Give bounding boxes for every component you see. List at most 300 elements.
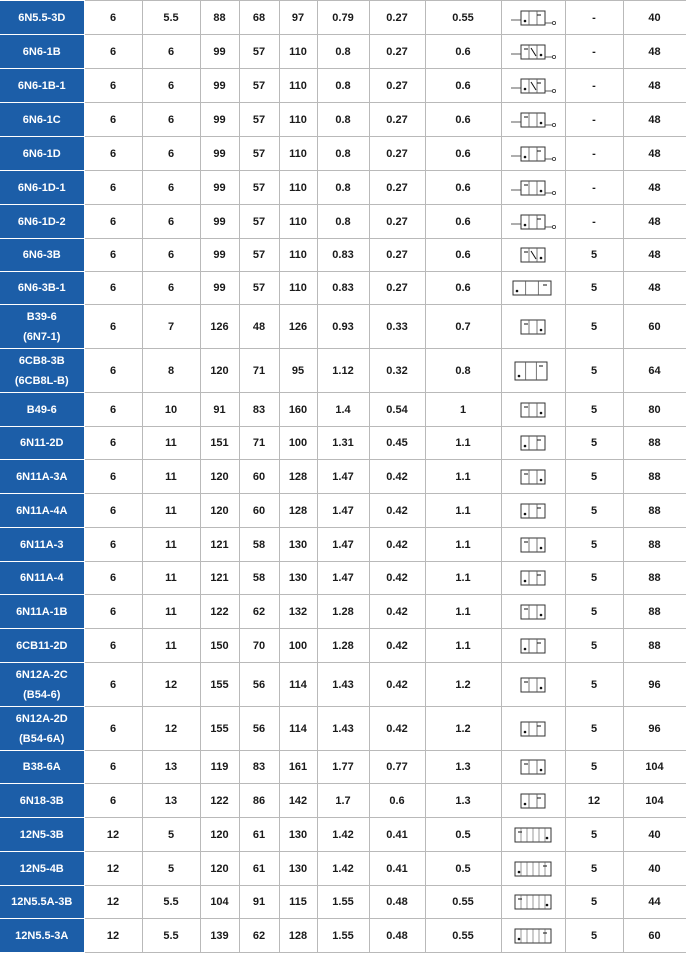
diagram-cell xyxy=(501,460,565,494)
terminal-layout-diagram xyxy=(507,177,559,199)
value-cell-wt: 1.31 xyxy=(317,427,369,460)
value-cell-c3: 5 xyxy=(565,272,623,305)
terminal-layout-diagram xyxy=(507,858,559,880)
value-cell-c1: 0.41 xyxy=(369,818,425,852)
value-cell-v: 12 xyxy=(84,886,142,919)
diagram-cell xyxy=(501,393,565,427)
value-cell-c1: 0.27 xyxy=(369,35,425,69)
value-cell-c1: 0.33 xyxy=(369,305,425,349)
model-name: B38-6A xyxy=(22,761,61,773)
value-cell-wt: 1.28 xyxy=(317,629,369,663)
value-cell-l: 99 xyxy=(200,272,239,305)
value-cell-h: 110 xyxy=(279,69,317,103)
value-cell-h: 161 xyxy=(279,751,317,784)
terminal-layout-diagram xyxy=(507,567,559,589)
value-cell-w: 56 xyxy=(239,663,279,707)
terminal-layout-diagram xyxy=(507,360,559,382)
value-cell-h: 128 xyxy=(279,494,317,528)
value-cell-ah: 11 xyxy=(142,460,200,494)
value-cell-ah: 6 xyxy=(142,205,200,239)
value-cell-h: 110 xyxy=(279,103,317,137)
value-cell-v: 6 xyxy=(84,137,142,171)
value-cell-l: 155 xyxy=(200,663,239,707)
diagram-cell xyxy=(501,886,565,919)
model-alias: (6CB8L-B) xyxy=(14,374,69,387)
value-cell-ah: 12 xyxy=(142,707,200,751)
value-cell-c1: 0.42 xyxy=(369,707,425,751)
value-cell-h: 128 xyxy=(279,460,317,494)
value-cell-v: 6 xyxy=(84,427,142,460)
table-row xyxy=(0,707,686,751)
value-cell-c3: 5 xyxy=(565,886,623,919)
model-cell xyxy=(0,349,84,393)
value-cell-c2: 0.6 xyxy=(425,239,501,272)
value-cell-w: 57 xyxy=(239,103,279,137)
value-cell-h: 115 xyxy=(279,886,317,919)
table-row xyxy=(0,171,686,205)
diagram-cell xyxy=(501,305,565,349)
terminal-layout-diagram xyxy=(507,143,559,165)
value-cell-wt: 1.47 xyxy=(317,562,369,595)
value-cell-c1: 0.42 xyxy=(369,528,425,562)
value-cell-w: 61 xyxy=(239,818,279,852)
model-cell xyxy=(0,528,84,562)
diagram-cell xyxy=(501,562,565,595)
terminal-layout-diagram xyxy=(507,790,559,812)
value-cell-h: 142 xyxy=(279,784,317,818)
table-row xyxy=(0,528,686,562)
value-cell-c3: 5 xyxy=(565,460,623,494)
value-cell-v: 6 xyxy=(84,272,142,305)
value-cell-c3: 5 xyxy=(565,629,623,663)
value-cell-w: 57 xyxy=(239,239,279,272)
value-cell-last: 60 xyxy=(623,919,686,953)
value-cell-c2: 1.1 xyxy=(425,562,501,595)
value-cell-c1: 0.27 xyxy=(369,137,425,171)
model-name: B39-6 xyxy=(26,310,57,323)
value-cell-wt: 1.47 xyxy=(317,494,369,528)
value-cell-l: 120 xyxy=(200,494,239,528)
model-cell xyxy=(0,103,84,137)
value-cell-w: 57 xyxy=(239,205,279,239)
value-cell-last: 104 xyxy=(623,751,686,784)
model-cell xyxy=(0,205,84,239)
diagram-cell xyxy=(501,818,565,852)
terminal-layout-diagram xyxy=(507,7,559,29)
value-cell-c3: 5 xyxy=(565,663,623,707)
value-cell-ah: 12 xyxy=(142,663,200,707)
value-cell-wt: 1.77 xyxy=(317,751,369,784)
terminal-layout-diagram xyxy=(507,674,559,696)
value-cell-c1: 0.27 xyxy=(369,1,425,35)
value-cell-wt: 0.93 xyxy=(317,305,369,349)
value-cell-c1: 0.41 xyxy=(369,852,425,886)
value-cell-c3: 12 xyxy=(565,784,623,818)
model-name: 6CB11-2D xyxy=(16,639,68,652)
value-cell-l: 151 xyxy=(200,427,239,460)
model-name: B49-6 xyxy=(26,403,57,416)
model-cell xyxy=(0,239,84,272)
value-cell-ah: 11 xyxy=(142,528,200,562)
value-cell-c2: 0.8 xyxy=(425,349,501,393)
value-cell-h: 110 xyxy=(279,35,317,69)
terminal-layout-diagram xyxy=(507,500,559,522)
table-row xyxy=(0,919,686,953)
terminal-layout-diagram xyxy=(507,601,559,623)
value-cell-v: 6 xyxy=(84,663,142,707)
value-cell-wt: 0.8 xyxy=(317,69,369,103)
value-cell-c3: - xyxy=(565,1,623,35)
value-cell-ah: 11 xyxy=(142,494,200,528)
value-cell-v: 6 xyxy=(84,595,142,629)
table-row xyxy=(0,494,686,528)
value-cell-l: 104 xyxy=(200,886,239,919)
value-cell-c1: 0.42 xyxy=(369,494,425,528)
value-cell-c3: - xyxy=(565,35,623,69)
value-cell-ah: 10 xyxy=(142,393,200,427)
table-row xyxy=(0,305,686,349)
diagram-cell xyxy=(501,69,565,103)
value-cell-c3: 5 xyxy=(565,528,623,562)
model-name: 6N12A-2D xyxy=(15,712,68,725)
terminal-layout-diagram xyxy=(507,41,559,63)
model-name: 6N11A-3A xyxy=(16,470,68,483)
value-cell-c1: 0.27 xyxy=(369,239,425,272)
diagram-cell xyxy=(501,528,565,562)
table-row xyxy=(0,595,686,629)
table-row xyxy=(0,629,686,663)
diagram-cell xyxy=(501,35,565,69)
value-cell-v: 6 xyxy=(84,239,142,272)
model-cell xyxy=(0,494,84,528)
value-cell-h: 97 xyxy=(279,1,317,35)
value-cell-last: 40 xyxy=(623,818,686,852)
value-cell-w: 57 xyxy=(239,35,279,69)
model-name: 6N12A-2C xyxy=(15,668,68,681)
value-cell-w: 83 xyxy=(239,393,279,427)
model-cell xyxy=(0,663,84,707)
value-cell-c2: 0.6 xyxy=(425,35,501,69)
value-cell-wt: 0.79 xyxy=(317,1,369,35)
value-cell-v: 6 xyxy=(84,460,142,494)
value-cell-c2: 0.5 xyxy=(425,818,501,852)
value-cell-w: 60 xyxy=(239,494,279,528)
value-cell-c3: - xyxy=(565,137,623,171)
value-cell-last: 48 xyxy=(623,137,686,171)
model-name: 6N11A-4 xyxy=(20,572,64,584)
value-cell-v: 6 xyxy=(84,205,142,239)
value-cell-h: 100 xyxy=(279,427,317,460)
value-cell-l: 120 xyxy=(200,460,239,494)
value-cell-w: 83 xyxy=(239,751,279,784)
value-cell-c2: 1.1 xyxy=(425,494,501,528)
table-row xyxy=(0,460,686,494)
value-cell-last: 48 xyxy=(623,239,686,272)
model-name: 6N18-3B xyxy=(19,794,64,807)
table-row xyxy=(0,35,686,69)
value-cell-wt: 1.55 xyxy=(317,886,369,919)
value-cell-l: 88 xyxy=(200,1,239,35)
value-cell-ah: 6 xyxy=(142,35,200,69)
value-cell-c1: 0.77 xyxy=(369,751,425,784)
diagram-cell xyxy=(501,171,565,205)
model-name: 6N6-1D-1 xyxy=(17,181,66,194)
value-cell-c2: 0.6 xyxy=(425,69,501,103)
value-cell-last: 64 xyxy=(623,349,686,393)
model-name: 6N6-1D xyxy=(22,147,61,160)
model-name: 6N6-1B-1 xyxy=(17,79,66,92)
diagram-cell xyxy=(501,629,565,663)
value-cell-ah: 6 xyxy=(142,69,200,103)
value-cell-wt: 0.8 xyxy=(317,205,369,239)
value-cell-ah: 5 xyxy=(142,818,200,852)
model-name: 6N5.5-3D xyxy=(18,11,66,24)
model-cell xyxy=(0,1,84,35)
model-name: 6N11A-1B xyxy=(16,605,68,618)
value-cell-last: 96 xyxy=(623,663,686,707)
value-cell-h: 114 xyxy=(279,707,317,751)
diagram-cell xyxy=(501,349,565,393)
value-cell-h: 110 xyxy=(279,171,317,205)
value-cell-w: 56 xyxy=(239,707,279,751)
value-cell-h: 126 xyxy=(279,305,317,349)
value-cell-c1: 0.42 xyxy=(369,562,425,595)
value-cell-last: 88 xyxy=(623,629,686,663)
value-cell-v: 6 xyxy=(84,69,142,103)
value-cell-wt: 0.8 xyxy=(317,103,369,137)
model-cell xyxy=(0,69,84,103)
value-cell-w: 68 xyxy=(239,1,279,35)
value-cell-h: 100 xyxy=(279,629,317,663)
value-cell-wt: 0.83 xyxy=(317,272,369,305)
value-cell-l: 126 xyxy=(200,305,239,349)
value-cell-c3: 5 xyxy=(565,393,623,427)
value-cell-c1: 0.48 xyxy=(369,919,425,953)
value-cell-h: 130 xyxy=(279,562,317,595)
value-cell-c1: 0.42 xyxy=(369,460,425,494)
value-cell-w: 70 xyxy=(239,629,279,663)
model-cell xyxy=(0,818,84,852)
diagram-cell xyxy=(501,1,565,35)
value-cell-c1: 0.48 xyxy=(369,886,425,919)
value-cell-ah: 6 xyxy=(142,171,200,205)
model-cell xyxy=(0,305,84,349)
diagram-cell xyxy=(501,663,565,707)
value-cell-wt: 0.8 xyxy=(317,137,369,171)
value-cell-c3: 5 xyxy=(565,305,623,349)
terminal-layout-diagram xyxy=(507,277,559,299)
value-cell-c1: 0.6 xyxy=(369,784,425,818)
value-cell-v: 6 xyxy=(84,305,142,349)
value-cell-h: 130 xyxy=(279,528,317,562)
model-cell xyxy=(0,595,84,629)
value-cell-c2: 0.6 xyxy=(425,137,501,171)
value-cell-h: 130 xyxy=(279,818,317,852)
value-cell-h: 132 xyxy=(279,595,317,629)
model-cell xyxy=(0,751,84,784)
value-cell-v: 6 xyxy=(84,494,142,528)
table-row xyxy=(0,205,686,239)
value-cell-l: 121 xyxy=(200,562,239,595)
value-cell-v: 6 xyxy=(84,784,142,818)
value-cell-c2: 0.55 xyxy=(425,919,501,953)
value-cell-c2: 1.2 xyxy=(425,707,501,751)
value-cell-wt: 1.43 xyxy=(317,707,369,751)
value-cell-last: 96 xyxy=(623,707,686,751)
value-cell-last: 48 xyxy=(623,35,686,69)
value-cell-l: 119 xyxy=(200,751,239,784)
value-cell-l: 121 xyxy=(200,528,239,562)
value-cell-last: 88 xyxy=(623,427,686,460)
model-cell xyxy=(0,784,84,818)
value-cell-c1: 0.27 xyxy=(369,103,425,137)
value-cell-c3: 5 xyxy=(565,427,623,460)
value-cell-ah: 6 xyxy=(142,137,200,171)
diagram-cell xyxy=(501,427,565,460)
value-cell-w: 62 xyxy=(239,595,279,629)
table-row xyxy=(0,239,686,272)
value-cell-h: 110 xyxy=(279,205,317,239)
terminal-layout-diagram xyxy=(507,316,559,338)
value-cell-l: 99 xyxy=(200,69,239,103)
value-cell-l: 99 xyxy=(200,171,239,205)
value-cell-ah: 11 xyxy=(142,562,200,595)
value-cell-l: 155 xyxy=(200,707,239,751)
table-row xyxy=(0,852,686,886)
value-cell-v: 12 xyxy=(84,852,142,886)
value-cell-wt: 1.28 xyxy=(317,595,369,629)
value-cell-c2: 1.1 xyxy=(425,629,501,663)
value-cell-c1: 0.42 xyxy=(369,663,425,707)
value-cell-v: 6 xyxy=(84,103,142,137)
value-cell-v: 6 xyxy=(84,393,142,427)
diagram-cell xyxy=(501,205,565,239)
value-cell-h: 128 xyxy=(279,919,317,953)
value-cell-ah: 5.5 xyxy=(142,886,200,919)
model-cell xyxy=(0,427,84,460)
diagram-cell xyxy=(501,751,565,784)
value-cell-ah: 13 xyxy=(142,784,200,818)
value-cell-v: 6 xyxy=(84,349,142,393)
value-cell-wt: 1.4 xyxy=(317,393,369,427)
model-name: 12N5-3B xyxy=(19,828,64,841)
value-cell-v: 12 xyxy=(84,919,142,953)
value-cell-ah: 6 xyxy=(142,272,200,305)
value-cell-l: 122 xyxy=(200,784,239,818)
model-cell xyxy=(0,852,84,886)
model-alias: (6N7-1) xyxy=(23,330,61,343)
value-cell-c1: 0.32 xyxy=(369,349,425,393)
value-cell-c2: 0.6 xyxy=(425,205,501,239)
value-cell-w: 58 xyxy=(239,562,279,595)
value-cell-c1: 0.27 xyxy=(369,69,425,103)
value-cell-l: 139 xyxy=(200,919,239,953)
terminal-layout-diagram xyxy=(507,891,559,913)
value-cell-h: 160 xyxy=(279,393,317,427)
value-cell-v: 6 xyxy=(84,528,142,562)
terminal-layout-diagram xyxy=(507,399,559,421)
value-cell-c2: 0.7 xyxy=(425,305,501,349)
table-row xyxy=(0,137,686,171)
value-cell-w: 57 xyxy=(239,171,279,205)
value-cell-h: 110 xyxy=(279,137,317,171)
value-cell-c2: 1.3 xyxy=(425,784,501,818)
model-alias: (B54-6A) xyxy=(19,732,65,745)
terminal-layout-diagram xyxy=(507,925,559,947)
value-cell-c3: - xyxy=(565,205,623,239)
value-cell-ah: 8 xyxy=(142,349,200,393)
value-cell-w: 71 xyxy=(239,349,279,393)
table-row xyxy=(0,427,686,460)
value-cell-last: 48 xyxy=(623,171,686,205)
terminal-layout-diagram xyxy=(507,756,559,778)
value-cell-w: 60 xyxy=(239,460,279,494)
table-row xyxy=(0,886,686,919)
value-cell-w: 71 xyxy=(239,427,279,460)
model-name: 6N6-3B xyxy=(22,249,61,261)
model-name: 6N6-1D-2 xyxy=(17,215,66,228)
value-cell-l: 150 xyxy=(200,629,239,663)
value-cell-c2: 1 xyxy=(425,393,501,427)
value-cell-w: 62 xyxy=(239,919,279,953)
terminal-layout-diagram xyxy=(507,824,559,846)
value-cell-wt: 0.83 xyxy=(317,239,369,272)
value-cell-w: 57 xyxy=(239,272,279,305)
model-name: 6N6-3B-1 xyxy=(17,282,66,294)
value-cell-c1: 0.42 xyxy=(369,629,425,663)
value-cell-v: 6 xyxy=(84,171,142,205)
value-cell-last: 80 xyxy=(623,393,686,427)
terminal-layout-diagram xyxy=(507,244,559,266)
value-cell-ah: 6 xyxy=(142,103,200,137)
model-cell xyxy=(0,460,84,494)
value-cell-last: 60 xyxy=(623,305,686,349)
diagram-cell xyxy=(501,919,565,953)
value-cell-h: 130 xyxy=(279,852,317,886)
value-cell-wt: 1.43 xyxy=(317,663,369,707)
model-cell xyxy=(0,272,84,305)
value-cell-c2: 1.1 xyxy=(425,595,501,629)
value-cell-c1: 0.54 xyxy=(369,393,425,427)
value-cell-l: 99 xyxy=(200,205,239,239)
diagram-cell xyxy=(501,272,565,305)
diagram-cell xyxy=(501,494,565,528)
model-cell xyxy=(0,886,84,919)
model-cell xyxy=(0,137,84,171)
value-cell-c1: 0.27 xyxy=(369,205,425,239)
value-cell-c2: 1.2 xyxy=(425,663,501,707)
value-cell-c3: 5 xyxy=(565,494,623,528)
value-cell-c2: 0.6 xyxy=(425,103,501,137)
value-cell-c3: 5 xyxy=(565,595,623,629)
value-cell-wt: 0.8 xyxy=(317,171,369,205)
table-row xyxy=(0,349,686,393)
value-cell-ah: 7 xyxy=(142,305,200,349)
value-cell-ah: 11 xyxy=(142,595,200,629)
value-cell-wt: 0.8 xyxy=(317,35,369,69)
value-cell-v: 6 xyxy=(84,629,142,663)
diagram-cell xyxy=(501,784,565,818)
terminal-layout-diagram xyxy=(507,211,559,233)
model-name: 12N5-4B xyxy=(19,862,64,875)
value-cell-last: 88 xyxy=(623,562,686,595)
value-cell-l: 99 xyxy=(200,103,239,137)
value-cell-c3: 5 xyxy=(565,919,623,953)
value-cell-v: 6 xyxy=(84,707,142,751)
value-cell-last: 88 xyxy=(623,494,686,528)
value-cell-l: 99 xyxy=(200,35,239,69)
table-row xyxy=(0,69,686,103)
